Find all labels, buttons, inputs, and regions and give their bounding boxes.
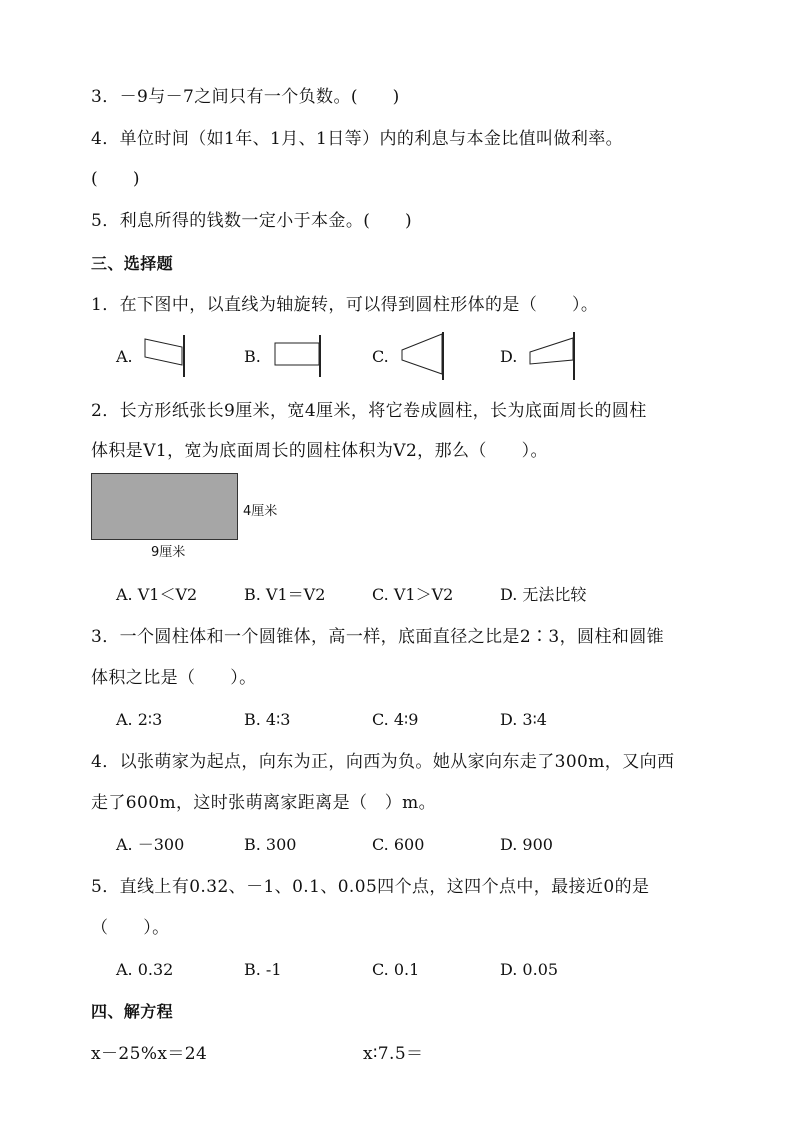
q2-option-b: B. V1＝V2 bbox=[244, 585, 326, 604]
q1-option-b-figure bbox=[273, 333, 325, 381]
q2-option-c: C. V1＞V2 bbox=[372, 585, 454, 604]
q3-option-a: A. 2∶3 bbox=[116, 710, 163, 729]
q1-option-c-label: C. bbox=[372, 347, 389, 366]
q1-option-a-label: A. bbox=[116, 347, 133, 366]
judge-question-5: 5．利息所得的钱数一定小于本金。( ) bbox=[91, 211, 413, 231]
q5-option-c: C. 0.1 bbox=[372, 960, 420, 979]
q2-paper-rectangle-figure bbox=[91, 473, 238, 540]
q5-option-d: D. 0.05 bbox=[500, 960, 559, 979]
q4-option-b: B. 300 bbox=[244, 835, 297, 854]
choice-question-1-stem: 1．在下图中，以直线为轴旋转，可以得到圆柱形体的是（ ）。 bbox=[91, 295, 599, 315]
judge-question-4: 4．单位时间（如1年、1月、1日等）内的利息与本金比值叫做利率。 bbox=[91, 129, 624, 149]
q4-option-c: C. 600 bbox=[372, 835, 425, 854]
q2-length-label: 9厘米 bbox=[151, 545, 186, 560]
q1-option-a-figure bbox=[142, 333, 188, 381]
choice-question-2-stem-line2: 体积是V1，宽为底面周长的圆柱体积为V2，那么（ ）。 bbox=[91, 441, 548, 461]
choice-question-4-stem-line1: 4．以张萌家为起点，向东为正，向西为负。她从家向东走了300m，又向西 bbox=[91, 752, 675, 772]
q3-option-c: C. 4∶9 bbox=[372, 710, 419, 729]
q3-option-d: D. 3∶4 bbox=[500, 710, 547, 729]
choice-question-5-stem-line1: 5．直线上有0.32、－1、0.1、0.05四个点，这四个点中，最接近0的是 bbox=[91, 877, 650, 897]
equation-1: x－25%x＝24 bbox=[91, 1044, 208, 1064]
q2-option-a: A. V1＜V2 bbox=[116, 585, 198, 604]
judge-question-4-answer-paren: ( ) bbox=[91, 169, 140, 189]
equation-2: x∶7.5＝ bbox=[363, 1044, 424, 1064]
q1-option-c-figure bbox=[398, 330, 448, 382]
q1-option-b-label: B. bbox=[244, 347, 261, 366]
judge-question-3: 3．－9与－7之间只有一个负数。( ) bbox=[91, 87, 400, 107]
q5-option-a: A. 0.32 bbox=[116, 960, 174, 979]
q5-option-b: B. -1 bbox=[244, 960, 282, 979]
choice-question-3-stem-line1: 3．一个圆柱体和一个圆锥体，高一样，底面直径之比是2∶3，圆柱和圆锥 bbox=[91, 627, 665, 647]
q2-option-d: D. 无法比较 bbox=[500, 585, 587, 604]
q1-option-d-label: D. bbox=[500, 347, 518, 366]
section-3-title: 三、选择题 bbox=[91, 254, 174, 273]
q1-option-d-figure bbox=[527, 330, 579, 382]
choice-question-2-stem-line1: 2．长方形纸张长9厘米，宽4厘米，将它卷成圆柱，长为底面周长的圆柱 bbox=[91, 401, 647, 421]
q4-option-d: D. 900 bbox=[500, 835, 553, 854]
choice-question-4-stem-line2: 走了600m，这时张萌离家距离是（ ）m。 bbox=[91, 793, 437, 813]
q2-width-label: 4厘米 bbox=[243, 504, 278, 519]
section-4-title: 四、解方程 bbox=[91, 1002, 174, 1021]
choice-question-3-stem-line2: 体积之比是（ ）。 bbox=[91, 668, 257, 688]
q3-option-b: B. 4∶3 bbox=[244, 710, 291, 729]
choice-question-5-stem-line2: （ ）。 bbox=[91, 918, 170, 938]
q4-option-a: A. －300 bbox=[116, 835, 185, 854]
